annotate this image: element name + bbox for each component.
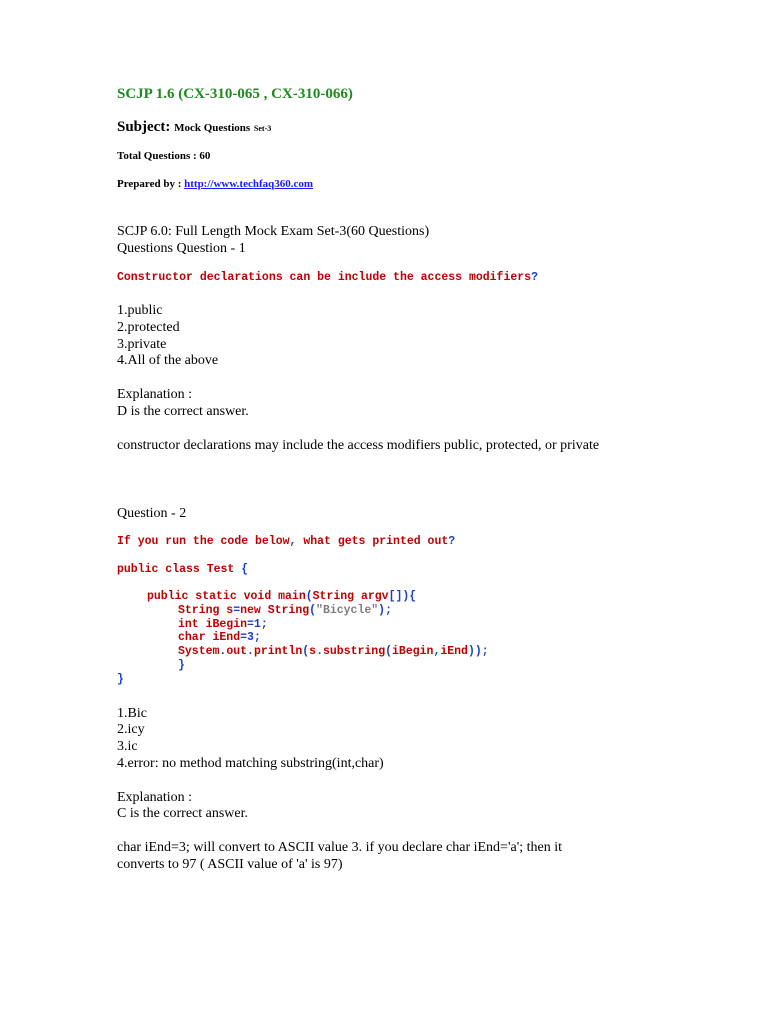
q1-option-2: 2.protected — [117, 320, 180, 335]
q2-detail-line-1: char iEnd=3; will convert to ASCII value 3. if you declare char iEnd='a'; then it — [117, 840, 562, 855]
prepared-by — [117, 178, 313, 190]
code-token: { — [241, 563, 249, 576]
code-token: new String — [240, 604, 310, 617]
q2-question-text-a: If you run the code below — [117, 535, 290, 548]
code-token: []){ — [388, 590, 417, 603]
intro-line-1: SCJP 6.0: Full Length Mock Exam Set-3(60 Questions) — [117, 224, 430, 239]
code-token: ( — [309, 604, 317, 617]
subject-value: Mock Questions — [174, 122, 251, 134]
subject-suffix: Set-3 — [253, 124, 272, 133]
code-token: char iEnd — [178, 631, 241, 644]
code-token: . — [316, 645, 323, 658]
code-token: . — [219, 645, 227, 658]
code-line-2 — [147, 590, 416, 603]
subject-label: Subject: — [117, 119, 171, 135]
code-token: } — [178, 659, 185, 672]
prepared-label: Prepared by : — [117, 178, 182, 190]
code-token: = — [233, 604, 241, 617]
total-questions: Total Questions : 60 — [117, 150, 211, 162]
code-token: out — [226, 645, 248, 658]
code-line-3 — [178, 604, 392, 617]
code-token: = — [247, 618, 254, 631]
q2-question-comma: , — [289, 535, 297, 548]
code-token: ( — [302, 645, 310, 658]
q1-detail: constructor declarations may include the access modifiers public, protected, or private — [117, 438, 600, 453]
q2-question — [117, 535, 455, 548]
code-line-7 — [178, 659, 185, 672]
q1-question-text: Constructor declarations can be include the access modifiers — [117, 271, 532, 284]
code-token: , — [433, 645, 441, 658]
q2-option-3: 3.ic — [117, 739, 138, 754]
code-token: } — [117, 673, 124, 686]
code-token: substring — [322, 645, 386, 658]
q1-option-4: 4.All of the above — [117, 353, 219, 368]
code-token: public class Test — [117, 563, 242, 576]
q2-question-text-b: what gets printed out — [296, 535, 449, 548]
intro-line-2: Questions Question - 1 — [117, 241, 246, 256]
code-line-8 — [117, 673, 124, 686]
code-token: iEnd — [440, 645, 468, 658]
code-token: ; — [253, 631, 261, 644]
code-token: iBegin — [392, 645, 434, 658]
code-token: = — [240, 631, 248, 644]
q1-question — [117, 271, 538, 284]
code-token: )); — [467, 645, 489, 658]
code-line-1 — [117, 563, 248, 576]
code-token: ( — [305, 590, 313, 603]
code-token: s — [309, 645, 317, 658]
code-token: ( — [385, 645, 393, 658]
q1-explanation-label: Explanation : — [117, 387, 193, 402]
q2-answer: C is the correct answer. — [117, 806, 249, 821]
code-token: String argv — [312, 590, 389, 603]
code-token: public static void main — [147, 590, 306, 603]
code-token: String s — [178, 604, 234, 617]
subject-line — [117, 119, 271, 136]
q1-option-1: 1.public — [117, 303, 163, 318]
code-token: "Bicycle" — [316, 604, 379, 617]
prepared-link[interactable]: http://www.techfaq360.com — [184, 178, 314, 190]
q2-question-mark: ? — [448, 535, 456, 548]
q2-explanation-label: Explanation : — [117, 790, 193, 805]
code-token: int iBegin — [178, 618, 248, 631]
q2-detail-line-2: converts to 97 ( ASCII value of 'a' is 97) — [117, 857, 343, 872]
code-token: 3 — [247, 631, 254, 644]
code-line-6 — [178, 645, 489, 658]
q2-option-4: 4.error: no method matching substring(int,char) — [117, 756, 384, 771]
code-token: System — [178, 645, 220, 658]
code-token: 1 — [253, 618, 261, 631]
q2-option-2: 2.icy — [117, 722, 145, 737]
q2-option-1: 1.Bic — [117, 706, 147, 721]
code-token: println — [253, 645, 303, 658]
q2-heading: Question - 2 — [117, 506, 187, 521]
code-token: ; — [260, 618, 268, 631]
q1-question-mark: ? — [531, 271, 538, 284]
q1-answer: D is the correct answer. — [117, 404, 249, 419]
code-line-4 — [178, 618, 268, 631]
code-line-5 — [178, 631, 261, 644]
q1-option-3: 3.private — [117, 337, 167, 352]
code-token: . — [247, 645, 254, 658]
code-token: ); — [378, 604, 392, 617]
document-title: SCJP 1.6 (CX-310-065 , CX-310-066) — [117, 86, 353, 102]
